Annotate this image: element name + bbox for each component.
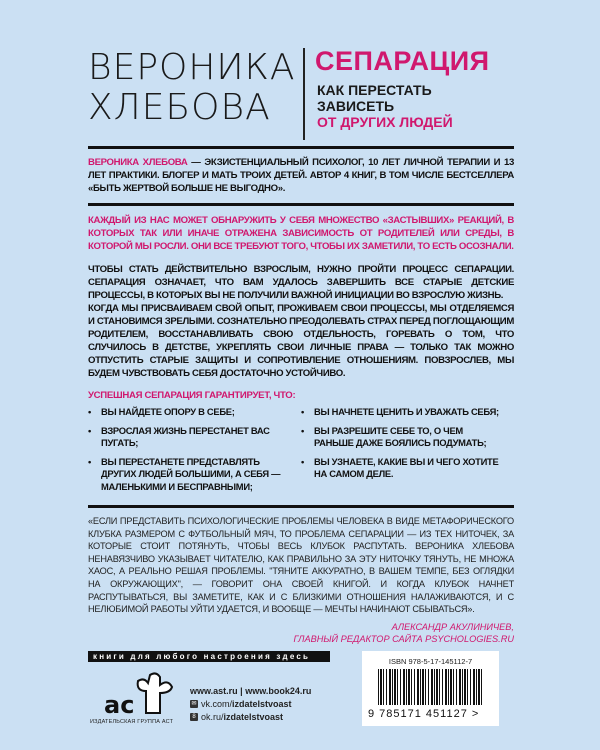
bio-name: ВЕРОНИКА ХЛЕБОВА (88, 157, 188, 168)
body-text (88, 263, 514, 380)
ast-logo-icon (100, 669, 180, 719)
author-name (88, 48, 296, 128)
list-item: • ВЫ УЗНАЕТЕ, КАКИЕ ВЫ И ЧЕГО ХОТИТЕ НА САМОМ ДЕЛЕ. (301, 456, 499, 481)
ok-handle: izdatelstvoast (223, 711, 284, 722)
body-paragraph: КОГДА МЫ ПРИСВАИВАЕМ СВОЙ ОПЫТ, ПРОЖИВАЕМ СВОИ ПРОЦЕССЫ, МЫ ОТДЕЛЯЕМСЯ И СТАНОВИМСЯ ЗРЕЛЫМИ. СОЗНАТЕЛЬНО ПРЕОДОЛЕВАТЬ СТРАХ ПЕРЕД ПОГЛОЩАЮЩИМ РОДИТЕЛЕМ, ВОССТАНАВЛИВАТЬ СВОЮ ОТДЕЛЬНОСТЬ, ГОРЕВАТЬ О ТОМ, ЧТО СЛУЧИЛОСЬ В ДЕТСТВЕ, УКРЕПЛЯТЬ СВОИ ЛИЧНЫЕ ПРАВА — ТОЛЬКО ТАК МОЖНО ОТПУСТИТЬ СТАРЫЕ ЗАЩИТЫ И СОПРОТИВЛЕНИЕ ОТНОШЕНИЯМ. ПОВЗРОСЛЕВ, МЫ БУДЕМ ЧУВСТВОВАТЬ СЕБЯ ДОСТАТОЧНО УСТОЙЧИВО. (88, 303, 514, 379)
divider (88, 146, 514, 149)
title-divider (303, 48, 305, 140)
website-links[interactable]: www.ast.ru | www.book24.ru (190, 685, 312, 696)
quote-author-role: ГЛАВНЫЙ РЕДАКТОР САЙТА PSYCHOLOGIES.RU (293, 633, 514, 644)
barcode-icon (378, 669, 482, 705)
book-title: СЕПАРАЦИЯ (315, 46, 490, 76)
svg-text:ас: ас (104, 690, 135, 719)
bio-text: — ЭКЗИСТЕНЦИАЛЬНЫЙ ПСИХОЛОГ, 10 ЛЕТ ЛИЧНОЙ ТЕРАПИИ И 13 ЛЕТ ПРАКТИКИ. БЛОГЕР И МАТЬ ТРОИХ ДЕТЕЙ. АВТОР 4 КНИГ, В ТОМ ЧИСЛЕ БЕСТСЕЛЛЕРА «БЫТЬ ЖЕРТВОЙ БОЛЬШЕ НЕ ВЫГОДНО». (88, 157, 514, 194)
footer (88, 651, 514, 731)
benefits-heading: УСПЕШНАЯ СЕПАРАЦИЯ ГАРАНТИРУЕТ, ЧТО: (88, 390, 296, 401)
divider (88, 505, 514, 508)
ok-link[interactable] (190, 711, 311, 724)
barcode-panel (362, 651, 499, 726)
barcode-digits: 9 785171 451127 > (368, 707, 480, 720)
list-item: • ВЫ НАЙДЕТЕ ОПОРУ В СЕБЕ; (88, 406, 286, 419)
author-first-name: ВЕРОНИКА (88, 47, 296, 88)
list-item: • ВЫ РАЗРЕШИТЕ СЕБЕ ТО, О ЧЕМ РАНЬШЕ ДАЖЕ БОЯЛИСЬ ПОДУМАТЬ; (301, 425, 499, 450)
lead-paragraph: КАЖДЫЙ ИЗ НАС МОЖЕТ ОБНАРУЖИТЬ У СЕБЯ МНОЖЕСТВО «ЗАСТЫВШИХ» РЕАКЦИЙ, В КОТОРЫХ ТАК ИЛИ ИНАЧЕ ОТРАЖЕНА ЗАВИСИМОСТЬ ОТ РОДИТЕЛЕЙ ИЛИ СРЕДЫ, В КОТОРОЙ МЫ РОСЛИ. ОНИ ВСЕ ТРЕБУЮТ ТОГО, ЧТОБЫ ИХ ЗАМЕТИЛИ, ТО ЕСТЬ ОСОЗНАЛИ. (88, 215, 514, 252)
subtitle-line: ЗАВИСЕТЬ (317, 98, 395, 114)
author-bio (88, 156, 514, 195)
back-cover-content (88, 146, 514, 731)
benefits-list (88, 390, 514, 499)
isbn-number: ISBN 978-5-17-145112-7 (388, 656, 473, 666)
publisher-name: ИЗДАТЕЛЬСКАЯ ГРУППА АСТ (90, 718, 174, 725)
publisher-links (190, 685, 311, 724)
author-last-name: ХЛЕБОВА (88, 87, 271, 128)
ok-icon: 8 (190, 713, 198, 721)
list-item: • ВЫ НАЧНЕТЕ ЦЕНИТЬ И УВАЖАТЬ СЕБЯ; (301, 406, 499, 419)
ast-logo (100, 669, 180, 719)
vk-handle: izdatelstvoast (232, 698, 292, 709)
ok-prefix: ok.ru/ (201, 711, 224, 722)
divider (88, 203, 514, 206)
review-quote: «ЕСЛИ ПРЕДСТАВИТЬ ПСИХОЛОГИЧЕСКИЕ ПРОБЛЕМЫ ЧЕЛОВЕКА В ВИДЕ МЕТАФОРИЧЕСКОГО КЛУБКА РАЗМЕРОМ С ФУТБОЛЬНЫЙ МЯЧ, ТО ПРОБЛЕМА СЕПАРАЦИИ — ИЗ ТЕХ НИТОЧЕК, ЗА КОТОРЫЕ СТОИТ ПОТЯНУТЬ, ЧТОБЫ ВЕСЬ КЛУБОК РАСПУТАТЬ. ВЕРОНИКА ХЛЕБОВА НЕНАВЯЗЧИВО УКАЗЫВАЕТ ЧИТАТЕЛЮ, КАК ПРАВИЛЬНО ЗА ЭТУ НИТОЧКУ ТЯНУТЬ, НЕ МНОЖА ХАОС, А РЕАЛЬНО РЕШАЯ ПРОБЛЕМЫ. "ТЯНИТЕ АККУРАТНО, В ВАШЕМ ТЕМПЕ, БЕЗ ОГЛЯДКИ НА ОКРУЖАЮЩИХ", — ГОВОРИТ ОНА СВОЕЙ КНИГОЙ. И КОГДА КЛУБОК НАЧНЕТ РАСПУТЫВАТЬСЯ, ВЫ ЗАМЕТИТЕ, КАК И С БЛИЗКИМИ ОТНОШЕНИЯ НАЛАЖИВАЮТСЯ, И С НЕЛЮБИМОЙ РАБОТЫ УЙТИ УДАЕТСЯ, И ВООБЩЕ — МЕЧТЫ НАЧИНАЮТ СБЫВАТЬСЯ». (88, 516, 514, 615)
subtitle-line: ОТ ДРУГИХ ЛЮДЕЙ (317, 114, 453, 130)
slogan-banner: книги для любого настроения здесь (88, 651, 330, 662)
list-item: • ВЫ ПЕРЕСТАНЕТЕ ПРЕДСТАВЛЯТЬ ДРУГИХ ЛЮДЕЙ БОЛЬШИМИ, А СЕБЯ — МАЛЕНЬКИМИ И БЕСПРАВНЫМИ; (88, 456, 286, 494)
body-paragraph: ЧТОБЫ СТАТЬ ДЕЙСТВИТЕЛЬНО ВЗРОСЛЫМ, НУЖНО ПРОЙТИ ПРОЦЕСС СЕПАРАЦИИ. СЕПАРАЦИЯ ОЗНАЧАЕТ, ЧТО ВАМ УДАЛОСЬ ЗАВЕРШИТЬ ВСЕ СТАРЫЕ ДЕТСКИЕ ПРОЦЕССЫ, В КОТОРЫХ ВЫ НЕ ПОЛУЧИЛИ ВАЖНОЙ ИНИЦИАЦИИ ВО ВЗРОСЛУЮ ЖИЗНЬ. (88, 264, 514, 301)
quote-author: АЛЕКСАНДР АКУЛИНИЧЕВ, (391, 621, 514, 632)
vk-icon: ✉ (191, 701, 197, 708)
quote-attribution (88, 621, 514, 645)
book-subtitle (317, 82, 453, 130)
subtitle-line: КАК ПЕРЕСТАТЬ (317, 82, 432, 98)
list-item: • ВЗРОСЛАЯ ЖИЗНЬ ПЕРЕСТАНЕТ ВАС ПУГАТЬ; (88, 425, 286, 450)
vk-prefix: vk.com/ (201, 698, 233, 709)
vk-link[interactable] (190, 698, 311, 711)
